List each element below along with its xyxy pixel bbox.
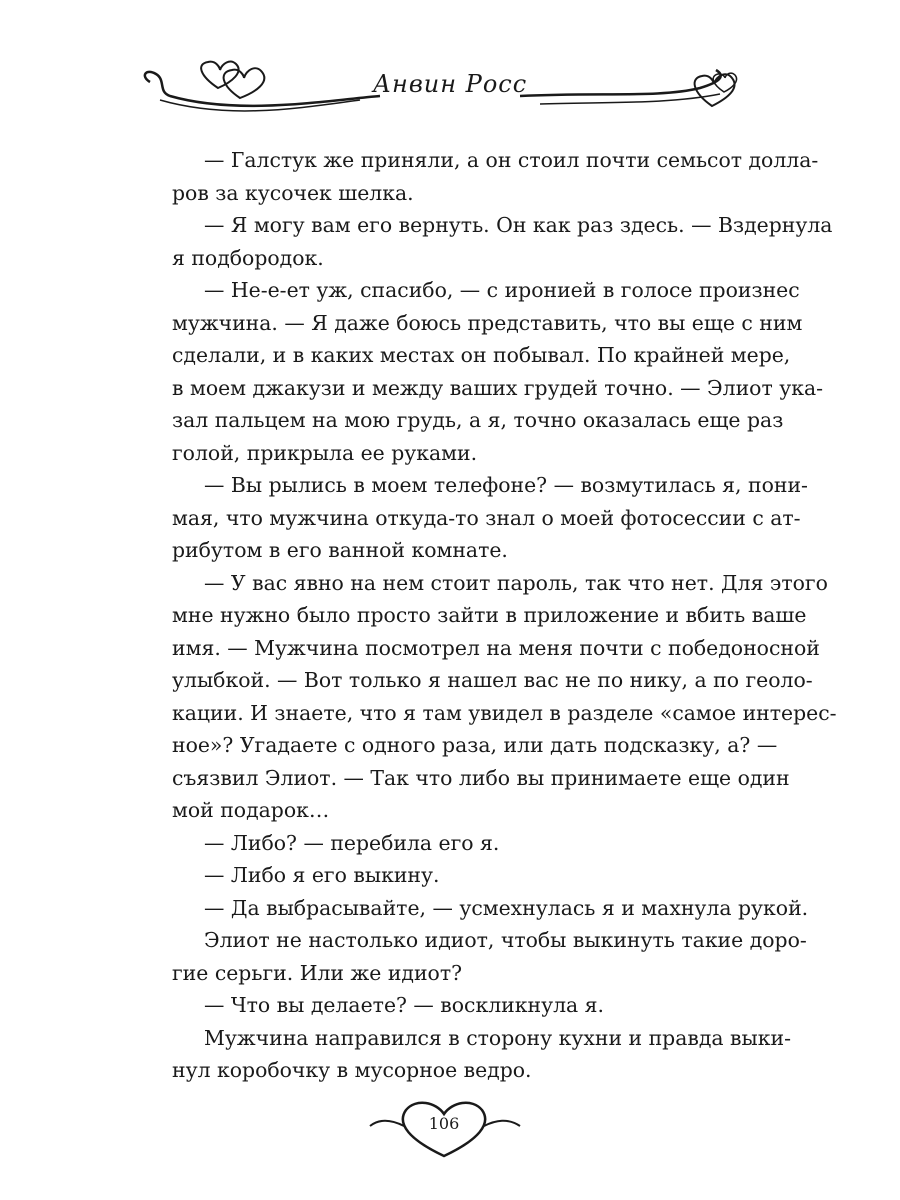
text-line: кации. И знаете, что я там увидел в разделе «самое интерес- — [172, 700, 837, 725]
text-line: ное»? Угадаете с одного раза, или дать подсказку, а? — — [172, 733, 778, 757]
paragraph — [140, 892, 809, 925]
text-line: Мужчина направился в сторону кухни и правда выки- — [204, 1025, 791, 1050]
text-line: нул коробочку в мусорное ведро. — [172, 1058, 532, 1082]
text-line: мой подарок… — [172, 798, 330, 822]
paragraph — [140, 567, 837, 827]
text-line: — Либо? — перебила его я. — [204, 830, 500, 855]
text-line: зал пальцем на мою грудь, а я, точно оказалась еще раз — [172, 408, 784, 432]
paragraph — [140, 469, 808, 567]
footer-left-swirl — [370, 1121, 404, 1126]
text-line: — Не-е-ет уж, спасибо, — с иронией в голосе произнес — [204, 278, 800, 302]
paragraph — [140, 1022, 791, 1087]
paragraph — [140, 209, 833, 274]
text-line: — Да выбрасывайте, — усмехнулась я и махнула рукой. — [204, 895, 809, 920]
text-line: я подбородок. — [172, 245, 324, 270]
text-line: мне нужно было просто зайти в приложение и вбить ваше — [172, 603, 807, 627]
paragraph — [140, 989, 750, 1022]
footer-right-swirl — [484, 1121, 520, 1126]
paragraph — [140, 827, 750, 860]
header-left-heart-icon-2 — [224, 68, 265, 98]
text-line: — Вы рылись в моем телефоне? — возмутилась я, пони- — [204, 473, 808, 497]
text-line: — У вас явно на нем стоит пароль, так что нет. Для этого — [204, 570, 828, 595]
author-name: Анвин Росс — [372, 70, 528, 98]
text-line: — Я могу вам его вернуть. Он как раз здесь. — Вздернула — [204, 213, 833, 237]
text-line: мужчина. — Я даже боюсь представить, что вы еще с ним — [172, 310, 803, 335]
page-body — [140, 144, 837, 1087]
text-line: рибутом в его ванной комнате. — [172, 538, 508, 562]
paragraph — [140, 859, 750, 892]
text-line: сделали, и в каких местах он побывал. По крайней мере, — [172, 343, 791, 367]
text-line: мая, что мужчина откуда-то знал о моей фотосессии с ат- — [172, 505, 801, 530]
text-line: съязвил Элиот. — Так что либо вы принимаете еще один — [172, 765, 790, 790]
text-line: в моем джакузи и между ваших грудей точно. — Элиот ука- — [172, 375, 824, 400]
text-line: имя. — Мужчина посмотрел на меня почти с победоносной — [172, 635, 820, 660]
page-header — [0, 0, 900, 130]
paragraph — [140, 924, 807, 989]
paragraph — [140, 274, 824, 469]
text-line: ров за кусочек шелка. — [172, 180, 414, 205]
text-line: гие серьги. Или же идиот? — [172, 960, 463, 985]
header-ornament — [0, 0, 900, 130]
text-line: улыбкой. — Вот только я нашел вас не по нику, а по геоло- — [172, 668, 813, 692]
page-number: 106 — [428, 1114, 460, 1133]
text-line: Элиот не настолько идиот, чтобы выкинуть такие доро- — [204, 928, 807, 952]
text-line: — Галстук же приняли, а он стоил почти семьсот долла- — [204, 148, 819, 172]
header-left-heart-icon — [201, 62, 238, 88]
text-line: голой, прикрыла ее руками. — [172, 440, 478, 465]
text-line: — Что вы делаете? — воскликнула я. — [204, 993, 605, 1017]
text-line: — Либо я его выкину. — [204, 863, 440, 887]
paragraph — [140, 144, 819, 209]
